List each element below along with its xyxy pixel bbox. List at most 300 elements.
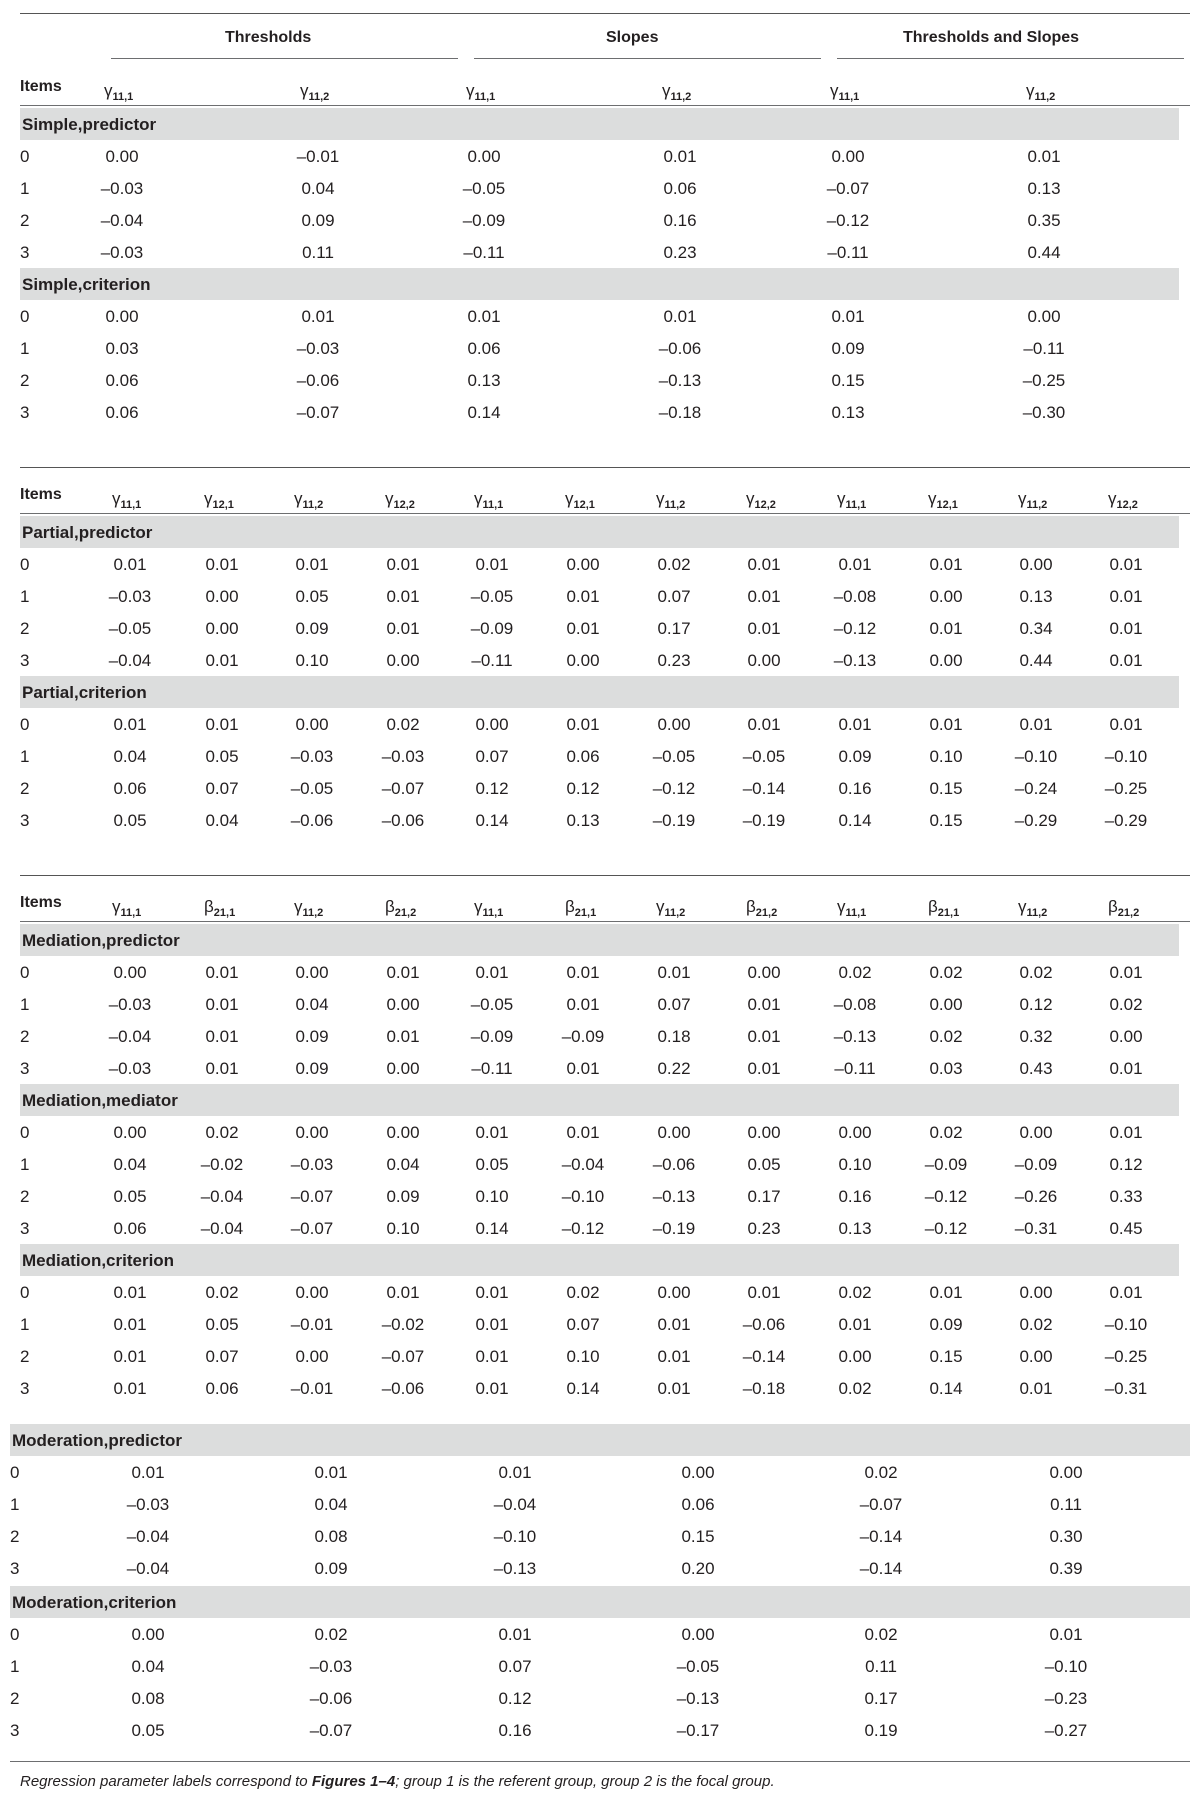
parameter-column-header xyxy=(112,490,141,511)
parameter-subscript: 21,2 xyxy=(755,907,778,919)
table-cell: 0.13 xyxy=(831,403,865,422)
parameter-subscript: 21,2 xyxy=(1117,907,1140,919)
items-column-header: Items xyxy=(20,486,62,503)
table-cell: 0.15 xyxy=(929,1347,963,1366)
item-index: 1 xyxy=(20,179,30,198)
table-cell: 0.11 xyxy=(302,243,334,262)
table-cell: 0.13 xyxy=(838,1219,872,1238)
table-cell: 0.07 xyxy=(205,779,239,798)
table-cell: 0.01 xyxy=(657,1347,691,1366)
table-cell: 0.13 xyxy=(566,811,600,830)
table-cell: 0.12 xyxy=(475,779,509,798)
table-cell: –0.06 xyxy=(381,1379,425,1398)
table-cell: –0.30 xyxy=(1022,403,1066,422)
table-cell: 0.00 xyxy=(747,651,781,670)
table-cell: 0.01 xyxy=(205,651,239,670)
table-cell: 0.06 xyxy=(467,339,501,358)
table-cell: 0.01 xyxy=(386,619,420,638)
table-cell: 0.00 xyxy=(831,147,865,166)
table-cell: –0.03 xyxy=(100,243,144,262)
item-index: 3 xyxy=(10,1559,20,1578)
group-label-band xyxy=(10,1586,1190,1618)
parameter-symbol: γ xyxy=(1108,489,1117,508)
parameter-subscript: 12,1 xyxy=(936,499,958,511)
parameter-subscript: 11,2 xyxy=(670,91,692,103)
parameter-symbol: γ xyxy=(466,81,475,100)
table-cell: 0.00 xyxy=(105,147,139,166)
parameter-subscript: 21,2 xyxy=(394,907,417,919)
table-cell: –0.11 xyxy=(1023,339,1065,358)
table-cell: 0.01 xyxy=(747,995,781,1014)
table-cell: 0.00 xyxy=(1019,1123,1053,1142)
table-cell: –0.09 xyxy=(470,619,514,638)
table-cell: 0.01 xyxy=(113,1379,147,1398)
table-cell: 0.10 xyxy=(566,1347,600,1366)
table-cell: 0.01 xyxy=(113,1283,147,1302)
table-cell: 0.01 xyxy=(386,1283,420,1302)
table-cell: 0.01 xyxy=(205,1059,239,1078)
table-cell: 0.01 xyxy=(566,963,600,982)
table-cell: –0.03 xyxy=(126,1495,170,1514)
table-cell: 0.01 xyxy=(657,1379,691,1398)
table-cell: 0.00 xyxy=(386,1059,420,1078)
table-cell: 0.00 xyxy=(386,995,420,1014)
table-cell: –0.05 xyxy=(470,995,514,1014)
table-cell: 0.01 xyxy=(205,1027,239,1046)
table-cell: 0.05 xyxy=(113,1187,147,1206)
table-cell: –0.31 xyxy=(1014,1219,1058,1238)
table-cell: 0.01 xyxy=(747,1027,781,1046)
table-cell: 0.02 xyxy=(864,1625,898,1644)
table-cell: –0.04 xyxy=(561,1155,605,1174)
parameter-column-header xyxy=(300,82,329,103)
table-cell: 0.45 xyxy=(1109,1219,1143,1238)
parameter-subscript: 21,1 xyxy=(937,907,960,919)
item-index: 2 xyxy=(20,619,30,638)
table-cell: –0.10 xyxy=(1104,747,1148,766)
table-cell: –0.01 xyxy=(290,1379,334,1398)
table-cell: –0.25 xyxy=(1104,779,1148,798)
parameter-column-header xyxy=(294,490,323,511)
parameter-subscript: 12,1 xyxy=(573,499,595,511)
table-cell: 0.01 xyxy=(131,1463,165,1482)
table-cell: 0.01 xyxy=(566,715,600,734)
item-index: 0 xyxy=(20,1123,30,1142)
parameter-subscript: 11,1 xyxy=(474,91,496,103)
item-index: 3 xyxy=(20,243,30,262)
table-cell: –0.09 xyxy=(462,211,506,230)
group-label-band xyxy=(20,676,1179,708)
table-cell: 0.01 xyxy=(475,1379,509,1398)
table-cell: 0.23 xyxy=(663,243,697,262)
table-cell: 0.00 xyxy=(1027,307,1061,326)
table-cell: 0.17 xyxy=(657,619,691,638)
table-cell: 0.01 xyxy=(929,715,963,734)
table-cell: 0.04 xyxy=(314,1495,348,1514)
parameter-symbol: γ xyxy=(837,489,846,508)
table-cell: 0.02 xyxy=(1019,963,1053,982)
table-cell: –0.05 xyxy=(652,747,696,766)
table-cell: –0.02 xyxy=(381,1315,425,1334)
table-cell: 0.09 xyxy=(295,1027,329,1046)
table-cell: 0.05 xyxy=(131,1721,165,1740)
table-cell: –0.14 xyxy=(742,779,786,798)
table-cell: 0.01 xyxy=(205,555,239,574)
table-cell: 0.00 xyxy=(929,587,963,606)
parameter-subscript: 21,1 xyxy=(213,907,236,919)
table-cell: 0.01 xyxy=(386,555,420,574)
item-index: 3 xyxy=(10,1721,20,1740)
table-cell: 0.02 xyxy=(1109,995,1143,1014)
table-cell: 0.17 xyxy=(864,1689,898,1708)
table-cell: 0.11 xyxy=(865,1657,897,1676)
column-header-underline xyxy=(20,921,1190,922)
table-cell: 0.09 xyxy=(838,747,872,766)
table-cell: 0.00 xyxy=(929,995,963,1014)
table-cell: 0.30 xyxy=(1049,1527,1083,1546)
group-underline-thresholds xyxy=(111,58,458,59)
table-cell: 0.44 xyxy=(1027,243,1061,262)
table-cell: –0.04 xyxy=(108,651,152,670)
table-cell: 0.22 xyxy=(657,1059,691,1078)
table-cell: 0.01 xyxy=(1019,715,1053,734)
group-label: Simple,criterion xyxy=(22,275,151,294)
item-index: 1 xyxy=(10,1495,20,1514)
table-cell: –0.07 xyxy=(296,403,340,422)
table-cell: –0.12 xyxy=(924,1219,968,1238)
item-index: 3 xyxy=(20,1379,30,1398)
table-cell: 0.20 xyxy=(681,1559,715,1578)
table-cell: –0.03 xyxy=(290,1155,334,1174)
table-cell: 0.44 xyxy=(1019,651,1053,670)
group-label: Moderation,predictor xyxy=(12,1431,183,1450)
table-cell: 0.09 xyxy=(929,1315,963,1334)
table-cell: 0.00 xyxy=(1109,1027,1143,1046)
table-cell: –0.01 xyxy=(290,1315,334,1334)
table-cell: 0.04 xyxy=(386,1155,420,1174)
table-cell: 0.04 xyxy=(301,179,335,198)
parameter-symbol: γ xyxy=(112,489,121,508)
table-cell: 0.19 xyxy=(864,1721,898,1740)
table-cell: 0.07 xyxy=(566,1315,600,1334)
table-cell: 0.01 xyxy=(747,555,781,574)
table-cell: –0.07 xyxy=(859,1495,903,1514)
table-cell: –0.27 xyxy=(1044,1721,1088,1740)
table-cell: –0.06 xyxy=(652,1155,696,1174)
table-cell: –0.10 xyxy=(561,1187,605,1206)
table-cell: –0.12 xyxy=(652,779,696,798)
table-cell: 0.18 xyxy=(657,1027,691,1046)
table-cell: 0.02 xyxy=(1019,1315,1053,1334)
table-cell: –0.11 xyxy=(471,651,513,670)
parameter-symbol: γ xyxy=(112,897,121,916)
group-header-slopes: Slopes xyxy=(606,29,659,46)
parameter-symbol: γ xyxy=(300,81,309,100)
parameter-column-header xyxy=(474,898,503,919)
footnote-text-pre: Regression parameter labels correspond to xyxy=(20,1773,312,1790)
footnote-text-post: ; group 1 is the referent group, group 2 is the focal group. xyxy=(395,1773,775,1790)
table-cell: 0.00 xyxy=(295,1283,329,1302)
table-cell: 0.01 xyxy=(205,963,239,982)
parameter-symbol: γ xyxy=(474,489,483,508)
table-cell: 0.07 xyxy=(498,1657,532,1676)
item-index: 2 xyxy=(20,1347,30,1366)
table-cell: 0.14 xyxy=(838,811,872,830)
table-cell: –0.19 xyxy=(652,811,696,830)
group-label: Mediation,mediator xyxy=(22,1091,178,1110)
table-cell: –0.10 xyxy=(1044,1657,1088,1676)
table-cell: 0.01 xyxy=(657,1315,691,1334)
table-cell: 0.01 xyxy=(475,1283,509,1302)
table-cell: 0.01 xyxy=(747,1059,781,1078)
parameter-column-header xyxy=(662,82,691,103)
parameter-column-header xyxy=(746,898,777,919)
table-cell: 0.10 xyxy=(295,651,329,670)
item-index: 2 xyxy=(20,779,30,798)
item-index: 3 xyxy=(20,651,30,670)
table-cell: 0.00 xyxy=(747,963,781,982)
table-cell: 0.01 xyxy=(205,715,239,734)
table-cell: 0.10 xyxy=(838,1155,872,1174)
table-cell: –0.13 xyxy=(493,1559,537,1578)
bottom-rule xyxy=(10,1761,1190,1762)
table-cell: 0.04 xyxy=(295,995,329,1014)
table-cell: –0.10 xyxy=(493,1527,537,1546)
parameter-column-header xyxy=(928,490,958,511)
table-cell: –0.05 xyxy=(462,179,506,198)
table-cell: 0.12 xyxy=(498,1689,532,1708)
table-cell: 0.02 xyxy=(314,1625,348,1644)
table-cell: 0.01 xyxy=(831,307,865,326)
table-cell: 0.01 xyxy=(475,963,509,982)
item-index: 2 xyxy=(10,1689,20,1708)
table-cell: 0.14 xyxy=(929,1379,963,1398)
group-label-band xyxy=(20,1244,1179,1276)
table-cell: –0.03 xyxy=(100,179,144,198)
item-index: 1 xyxy=(20,747,30,766)
table-cell: 0.01 xyxy=(838,1315,872,1334)
parameter-column-header xyxy=(837,898,866,919)
item-index: 1 xyxy=(20,587,30,606)
parameter-symbol: γ xyxy=(1026,81,1035,100)
table-cell: 0.11 xyxy=(1050,1495,1082,1514)
table-cell: 0.01 xyxy=(747,619,781,638)
table-cell: –0.03 xyxy=(290,747,334,766)
table-cell: 0.23 xyxy=(657,651,691,670)
table-cell: 0.10 xyxy=(929,747,963,766)
table-cell: –0.04 xyxy=(108,1027,152,1046)
table-cell: 0.01 xyxy=(1109,619,1143,638)
table-cell: 0.06 xyxy=(105,371,139,390)
parameter-symbol: β xyxy=(385,897,395,916)
item-index: 0 xyxy=(20,307,30,326)
table-cell: 0.06 xyxy=(681,1495,715,1514)
table-cell: 0.01 xyxy=(566,587,600,606)
table-cell: –0.11 xyxy=(463,243,505,262)
table-cell: –0.13 xyxy=(658,371,702,390)
table-cell: 0.00 xyxy=(681,1463,715,1482)
table-cell: –0.02 xyxy=(200,1155,244,1174)
table-cell: –0.19 xyxy=(742,811,786,830)
table-cell: 0.15 xyxy=(929,811,963,830)
table-cell: –0.11 xyxy=(827,243,869,262)
table-cell: –0.10 xyxy=(1104,1315,1148,1334)
table-cell: –0.05 xyxy=(108,619,152,638)
item-index: 0 xyxy=(20,715,30,734)
table-cell: 0.01 xyxy=(1109,1123,1143,1142)
item-index: 1 xyxy=(10,1657,20,1676)
table-cell: 0.01 xyxy=(475,1347,509,1366)
table-cell: 0.05 xyxy=(475,1155,509,1174)
table-cell: –0.03 xyxy=(381,747,425,766)
table-cell: 0.14 xyxy=(475,811,509,830)
table-cell: 0.01 xyxy=(566,619,600,638)
table-cell: 0.00 xyxy=(838,1347,872,1366)
table-cell: –0.05 xyxy=(470,587,514,606)
parameter-column-header xyxy=(1018,898,1047,919)
items-column-header: Items xyxy=(20,894,62,911)
table-cell: 0.05 xyxy=(113,811,147,830)
item-index: 3 xyxy=(20,1059,30,1078)
table-cell: 0.06 xyxy=(663,179,697,198)
table-cell: 0.00 xyxy=(295,715,329,734)
table-cell: 0.01 xyxy=(657,963,691,982)
parameter-column-header xyxy=(746,490,776,511)
table-cell: –0.04 xyxy=(200,1219,244,1238)
table-cell: 0.00 xyxy=(1019,1283,1053,1302)
table-cell: 0.12 xyxy=(1109,1155,1143,1174)
parameter-subscript: 11,2 xyxy=(302,907,324,919)
item-index: 0 xyxy=(20,963,30,982)
table-cell: –0.18 xyxy=(658,403,702,422)
table-cell: 0.00 xyxy=(838,1123,872,1142)
item-index: 3 xyxy=(20,811,30,830)
parameter-column-header xyxy=(656,490,685,511)
table-cell: 0.01 xyxy=(113,715,147,734)
table-cell: –0.29 xyxy=(1014,811,1058,830)
table-cell: –0.03 xyxy=(309,1657,353,1676)
parameter-symbol: γ xyxy=(204,489,213,508)
table-cell: 0.00 xyxy=(105,307,139,326)
table-cell: 0.00 xyxy=(1019,1347,1053,1366)
table-cell: 0.09 xyxy=(831,339,865,358)
parameter-symbol: γ xyxy=(294,489,303,508)
table-cell: 0.12 xyxy=(566,779,600,798)
table-cell: 0.00 xyxy=(467,147,501,166)
table-cell: –0.01 xyxy=(296,147,340,166)
table-cell: –0.08 xyxy=(833,587,877,606)
group-label: Simple,predictor xyxy=(22,115,157,134)
table-cell: –0.04 xyxy=(493,1495,537,1514)
group-label: Mediation,criterion xyxy=(22,1251,175,1270)
item-index: 1 xyxy=(20,1155,30,1174)
table-cell: 0.01 xyxy=(475,1315,509,1334)
table-cell: 0.14 xyxy=(467,403,501,422)
parameter-column-header xyxy=(928,898,959,919)
table-cell: 0.12 xyxy=(1019,995,1053,1014)
table-cell: 0.01 xyxy=(1109,963,1143,982)
table-cell: 0.35 xyxy=(1027,211,1061,230)
table-cell: –0.08 xyxy=(833,995,877,1014)
group-label: Moderation,criterion xyxy=(12,1593,177,1612)
parameter-symbol: β xyxy=(565,897,575,916)
table-cell: 0.04 xyxy=(131,1657,165,1676)
group-underline-slopes xyxy=(474,58,821,59)
table-cell: –0.03 xyxy=(108,1059,152,1078)
table-cell: 0.01 xyxy=(1019,1379,1053,1398)
table-cell: 0.01 xyxy=(1109,587,1143,606)
table-cell: 0.00 xyxy=(681,1625,715,1644)
table-cell: 0.04 xyxy=(113,1155,147,1174)
item-index: 2 xyxy=(20,1027,30,1046)
table-cell: –0.06 xyxy=(309,1689,353,1708)
parameter-column-header xyxy=(385,898,416,919)
table-cell: 0.00 xyxy=(1049,1463,1083,1482)
table-cell: –0.12 xyxy=(826,211,870,230)
item-index: 3 xyxy=(20,1219,30,1238)
table-cell: 0.01 xyxy=(475,1123,509,1142)
table-cell: 0.01 xyxy=(301,307,335,326)
parameter-column-header xyxy=(385,490,415,511)
table-cell: 0.01 xyxy=(566,1059,600,1078)
table-cell: 0.01 xyxy=(566,1123,600,1142)
group-label: Partial,criterion xyxy=(22,683,147,702)
parameter-symbol: γ xyxy=(1018,897,1027,916)
group-label: Mediation,predictor xyxy=(22,931,180,950)
parameter-subscript: 11,2 xyxy=(1034,91,1056,103)
parameter-symbol: β xyxy=(928,897,938,916)
table-cell: 0.02 xyxy=(205,1123,239,1142)
table-cell: 0.00 xyxy=(566,651,600,670)
table-cell: 0.07 xyxy=(657,995,691,1014)
parameter-subscript: 11,2 xyxy=(1026,907,1048,919)
group-label-band xyxy=(20,516,1179,548)
parameter-subscript: 12,2 xyxy=(393,499,415,511)
parameter-column-header xyxy=(837,490,866,511)
table-footnote xyxy=(20,1773,775,1790)
table-cell: –0.26 xyxy=(1014,1187,1058,1206)
table-cell: 0.01 xyxy=(663,147,697,166)
table-cell: 0.16 xyxy=(838,779,872,798)
parameter-subscript: 11,1 xyxy=(838,91,860,103)
parameter-column-header xyxy=(1018,490,1047,511)
table-cell: –0.07 xyxy=(290,1187,334,1206)
table-cell: 0.00 xyxy=(295,1347,329,1366)
table-cell: 0.00 xyxy=(657,715,691,734)
table-cell: –0.12 xyxy=(924,1187,968,1206)
item-index: 2 xyxy=(20,211,30,230)
table-cell: 0.01 xyxy=(386,587,420,606)
table-cell: 0.00 xyxy=(475,715,509,734)
table-cell: 0.01 xyxy=(386,963,420,982)
table-cell: 0.39 xyxy=(1049,1559,1083,1578)
table-cell: 0.02 xyxy=(657,555,691,574)
table-cell: –0.18 xyxy=(742,1379,786,1398)
footnote-figures-ref: Figures 1–4 xyxy=(311,1773,396,1790)
parameter-symbol: γ xyxy=(104,81,113,100)
parameter-symbol: γ xyxy=(830,81,839,100)
parameter-column-header xyxy=(565,898,596,919)
table-cell: 0.02 xyxy=(566,1283,600,1302)
table-cell: 0.00 xyxy=(386,651,420,670)
table-cell: 0.01 xyxy=(467,307,501,326)
group-header-thresholds-and-slopes: Thresholds and Slopes xyxy=(903,29,1080,46)
parameter-symbol: γ xyxy=(746,489,755,508)
parameter-subscript: 11,1 xyxy=(845,499,867,511)
item-index: 2 xyxy=(20,1187,30,1206)
top-rule xyxy=(20,13,1190,14)
parameter-column-header xyxy=(1026,82,1055,103)
